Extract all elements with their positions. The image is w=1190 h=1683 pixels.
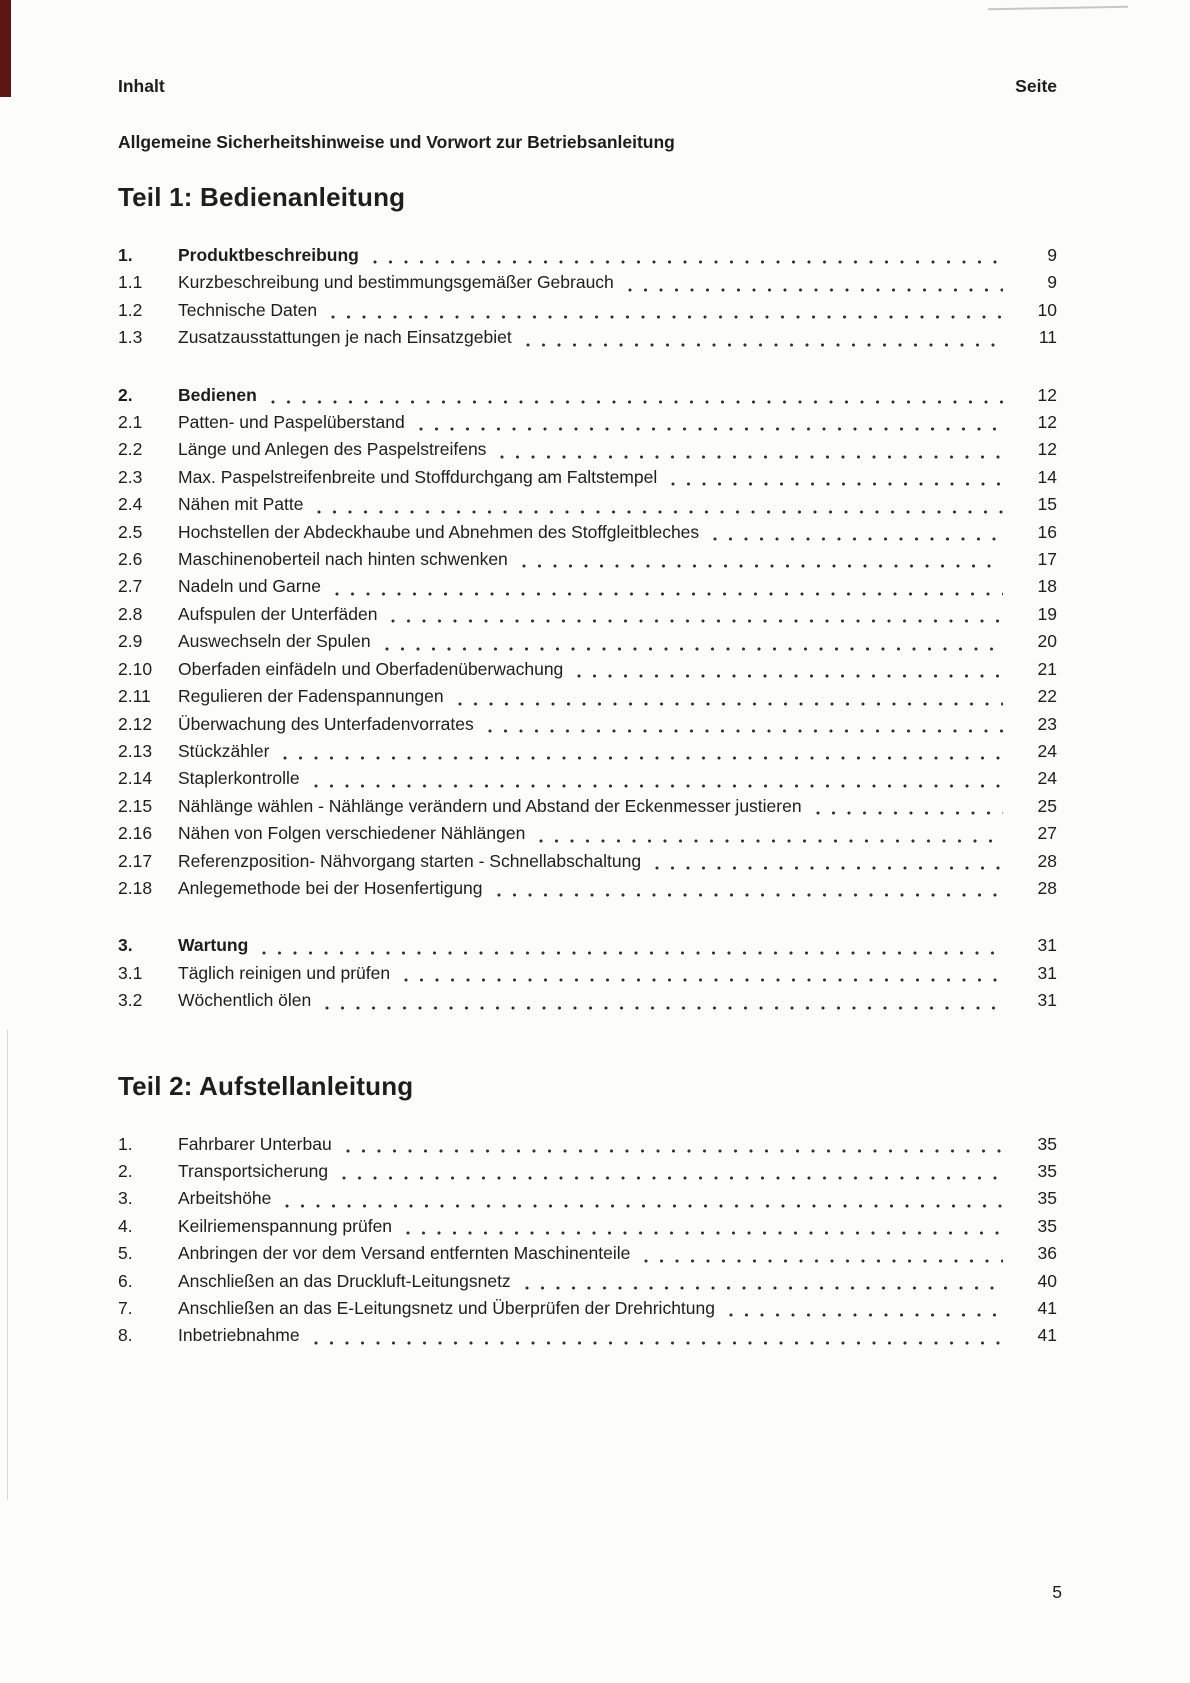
entry-title: Patten- und Paspelüberstand [178,412,405,433]
entry-title: Täglich reinigen und prüfen [178,962,391,983]
entry-page: 31 [1037,962,1057,983]
dot-leader [671,464,1003,491]
entry-title: Regulieren der Fadenspannungen [178,686,444,707]
entry-page: 12 [1037,384,1057,405]
entry-number: 7. [118,1298,133,1318]
entry-page: 31 [1037,935,1057,956]
entry-title: Anlegemethode bei der Hosenfertigung [178,877,483,898]
entry-page: 16 [1037,521,1057,542]
entry-title: Überwachung des Unterfadenvorrates [178,713,474,734]
entry-title: Staplerkontrolle [178,768,300,789]
dot-leader [314,765,1003,792]
dot-leader [406,1213,1003,1240]
entry-page: 31 [1037,990,1057,1011]
entry-number: 1. [118,1133,133,1154]
toc-entry [118,409,1057,436]
dot-leader [577,656,1003,683]
entry-number: 2.7 [118,576,143,597]
dot-leader [539,820,1003,847]
entry-page: 35 [1037,1133,1057,1154]
dot-leader [500,436,1003,463]
toc-entry [118,324,1057,351]
entry-page: 36 [1037,1243,1057,1264]
entry-page: 10 [1037,299,1057,320]
entry-page: 28 [1037,877,1057,898]
entry-title: Zusatzausstattungen je nach Einsatzgebiet [178,327,512,348]
toc-entry [118,1213,1057,1240]
dot-leader [526,324,1003,351]
entry-page: 17 [1037,549,1057,570]
entry-page: 25 [1037,795,1057,816]
dot-leader [271,382,1003,409]
toc-entry [118,820,1057,847]
dot-leader [458,683,1003,710]
toc-group [118,382,1057,903]
toc-entry [118,848,1057,875]
entry-number: 2.2 [118,439,143,460]
toc-entry [118,519,1057,546]
dot-leader [729,1295,1003,1322]
entry-number: 5. [118,1243,133,1264]
entry-page: 9 [1047,245,1057,265]
entry-title: Maschinenoberteil nach hinten schwenken [178,549,508,570]
dot-leader [655,848,1003,875]
toc-header [118,76,1057,96]
entry-title: Anschließen an das E-Leitungsnetz und Überprüfen der Drehrichtung [178,1298,715,1318]
entry-title: Nähen mit Patte [178,494,304,515]
entry-page: 24 [1037,768,1057,789]
entry-number: 2.10 [118,658,153,679]
entry-title: Technische Daten [178,299,318,320]
entry-page: 21 [1037,658,1057,679]
entry-number: 2.5 [118,521,143,542]
dot-leader [628,269,1003,296]
entry-title: Hochstellen der Abdeckhaube und Abnehmen des Stoffgleitbleches [178,521,700,542]
toc-entry [118,382,1057,409]
toc-entry [118,1322,1057,1349]
entry-number: 2.12 [118,713,153,734]
entry-number: 4. [118,1215,133,1236]
entry-title: Anschließen an das Druckluft-Leitungsnetz [178,1270,511,1291]
entry-title: Kurzbeschreibung und bestimmungsgemäßer Gebrauch [178,272,614,293]
toc-entry [118,656,1057,683]
entry-number: 1. [118,245,133,265]
toc-entry [118,436,1057,463]
toc-entry [118,546,1057,573]
entry-page: 41 [1037,1298,1057,1318]
entry-title: Oberfaden einfädeln und Oberfadenüberwachung [178,658,564,679]
toc-entry [118,1295,1057,1322]
toc-entry [118,601,1057,628]
entry-number: 2.8 [118,603,143,624]
entry-title: Nählänge wählen - Nählänge verändern und Abstand der Eckenmesser justieren [178,795,802,816]
entry-number: 1.3 [118,327,143,348]
entry-number: 1.1 [118,272,143,293]
toc-entry [118,491,1057,518]
entry-page: 14 [1037,466,1057,487]
toc-entry [118,1131,1057,1158]
toc-entry [118,960,1057,987]
entry-title: Nadeln und Garne [178,576,322,597]
toc-entry [118,987,1057,1014]
entry-number: 2. [118,384,133,405]
dot-leader [525,1268,1003,1295]
header-inhalt-label: Inhalt [118,76,165,96]
entry-page: 35 [1037,1215,1057,1236]
toc-entry [118,1268,1057,1295]
dot-leader [404,960,1003,987]
entry-number: 2.11 [118,686,151,707]
entry-page: 28 [1037,850,1057,871]
entry-number: 6. [118,1270,133,1291]
entry-title: Arbeitshöhe [178,1188,272,1209]
entry-title: Inbetriebnahme [178,1325,300,1346]
entry-page: 23 [1037,713,1057,734]
entry-title: Fahrbarer Unterbau [178,1133,332,1154]
dot-leader [342,1158,1003,1185]
entry-title: Länge und Anlegen des Paspelstreifens [178,439,487,460]
dot-leader [497,875,1003,902]
dot-leader [335,573,1003,600]
entry-page: 12 [1037,439,1057,460]
entry-number: 2.13 [118,740,153,761]
header-seite-label: Seite [1015,76,1057,96]
part-title: Teil 1: Bedienanleitung [118,182,406,212]
dot-leader [325,987,1003,1014]
entry-number: 2.6 [118,549,143,570]
entry-number: 3. [118,935,133,956]
dot-leader [285,1185,1003,1212]
entry-number: 2.16 [118,823,153,844]
entry-title: Produktbeschreibung [178,245,359,265]
toc-entry [118,628,1057,655]
toc-entry [118,875,1057,902]
entry-number: 3. [118,1188,133,1209]
entry-number: 3.2 [118,990,143,1011]
dot-leader [262,932,1003,959]
toc-entry [118,1185,1057,1212]
entry-title: Bedienen [178,384,257,405]
dot-leader [644,1240,1003,1267]
dot-leader [331,297,1003,324]
page-number: 5 [1052,1582,1062,1602]
entry-page: 12 [1037,412,1057,433]
dot-leader [283,738,1003,765]
entry-title: Keilriemenspannung prüfen [178,1215,393,1236]
toc-entry [118,683,1057,710]
entry-title: Auswechseln der Spulen [178,631,371,652]
entry-number: 8. [118,1325,133,1346]
toc-entry [118,1158,1057,1185]
entry-number: 2.15 [118,795,153,816]
entry-number: 2.1 [118,412,143,433]
entry-number: 2.9 [118,631,143,652]
entry-title: Transportsicherung [178,1160,329,1181]
entry-title: Anbringen der vor dem Versand entfernten Maschinenteile [178,1243,631,1264]
toc-entry [118,738,1057,765]
entry-page: 15 [1037,494,1057,515]
dot-leader [488,711,1003,738]
entry-number: 2.17 [118,850,153,871]
entry-number: 3.1 [118,962,143,983]
entry-page: 9 [1047,272,1057,293]
entry-title: Wöchentlich ölen [178,990,312,1011]
dot-leader [346,1131,1003,1158]
toc-entry [118,793,1057,820]
toc-entry [118,242,1057,269]
dot-leader [373,242,1003,269]
part-title: Teil 2: Aufstellanleitung [118,1070,414,1101]
dot-leader [419,409,1003,436]
toc-entry [118,573,1057,600]
entry-page: 20 [1037,631,1057,652]
toc-part [118,182,1057,1015]
entry-page: 24 [1037,740,1057,761]
toc-entry [118,765,1057,792]
toc-entry [118,464,1057,491]
entry-page: 18 [1037,576,1057,597]
toc-parts [118,182,1057,1350]
intro-line: Allgemeine Sicherheitshinweise und Vorwort zur Betriebsanleitung [118,132,675,152]
entry-title: Nähen von Folgen verschiedener Nählängen [178,823,526,844]
entry-number: 2.3 [118,466,143,487]
toc-entry [118,1240,1057,1267]
toc-group [118,932,1057,1014]
entry-page: 22 [1037,686,1057,707]
dot-leader [314,1322,1003,1349]
dot-leader [391,601,1003,628]
entry-number: 1.2 [118,299,143,320]
entry-title: Stückzähler [178,740,270,761]
entry-number: 2. [118,1160,133,1181]
entry-number: 2.4 [118,494,143,515]
toc-entry [118,269,1057,296]
dot-leader [816,793,1003,820]
entry-number: 2.14 [118,768,153,789]
dot-leader [385,628,1003,655]
entry-title: Referenzposition- Nähvorgang starten - Schnellabschaltung [178,850,642,871]
entry-page: 27 [1037,823,1057,844]
entry-page: 35 [1037,1188,1057,1209]
entry-page: 11 [1038,327,1057,348]
toc-group [118,1131,1057,1350]
toc-entry [118,932,1057,959]
entry-page: 41 [1037,1325,1057,1346]
dot-leader [522,546,1003,573]
entry-page: 40 [1037,1270,1057,1291]
toc-entry [118,297,1057,324]
dot-leader [713,519,1003,546]
entry-page: 35 [1037,1160,1057,1181]
toc-entry [118,711,1057,738]
toc-group [118,242,1057,352]
entry-title: Wartung [178,935,249,956]
entry-title: Max. Paspelstreifenbreite und Stoffdurchgang am Faltstempel [178,466,658,487]
entry-page: 19 [1037,603,1057,624]
entry-title: Aufspulen der Unterfäden [178,603,378,624]
entry-number: 2.18 [118,877,153,898]
dot-leader [317,491,1003,518]
toc-part [118,1071,1057,1350]
